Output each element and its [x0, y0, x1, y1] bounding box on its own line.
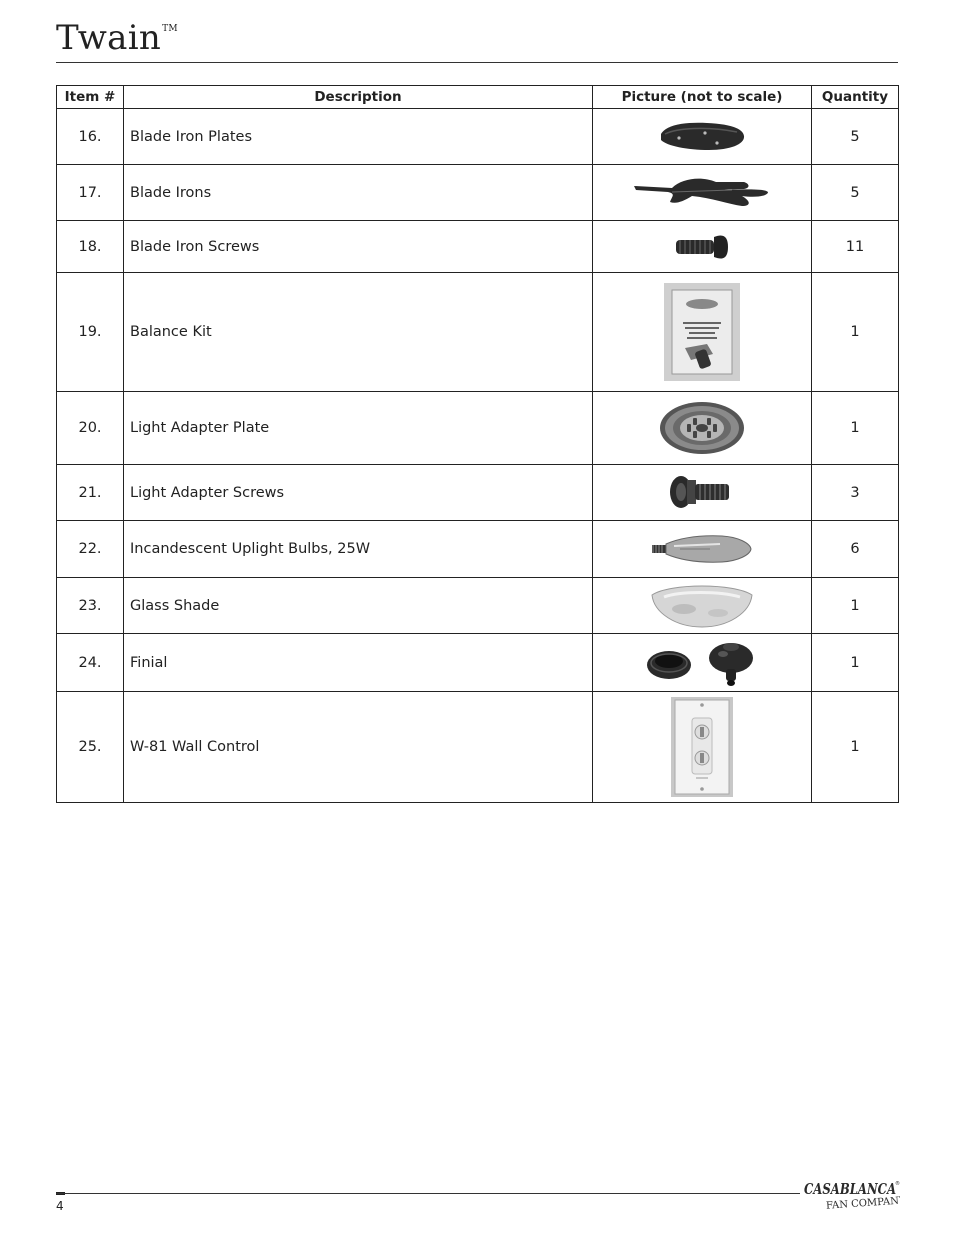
svg-text:CASABLANCA: CASABLANCA — [804, 1180, 896, 1198]
picture-cell — [593, 273, 812, 392]
table-row — [57, 634, 899, 692]
table-row — [57, 465, 899, 521]
finial-image — [645, 639, 759, 687]
item-description: Finial — [124, 634, 593, 692]
table-row — [57, 578, 899, 634]
item-description: Light Adapter Plate — [124, 392, 593, 465]
casablanca-logo — [802, 1177, 900, 1215]
column-header-quantity: Quantity — [812, 86, 899, 109]
parts-table — [56, 85, 899, 803]
item-quantity: 3 — [812, 465, 899, 521]
picture-cell — [593, 109, 812, 165]
document-title — [56, 18, 178, 58]
item-description: Incandescent Uplight Bulbs, 25W — [124, 521, 593, 578]
item-number: 16. — [57, 109, 124, 165]
item-description: Glass Shade — [124, 578, 593, 634]
item-description: Blade Irons — [124, 165, 593, 221]
balance-kit-image — [663, 282, 741, 382]
bulb-image — [650, 534, 754, 564]
item-quantity: 11 — [812, 221, 899, 273]
picture-cell — [593, 221, 812, 273]
item-number: 19. — [57, 273, 124, 392]
item-description: Blade Iron Plates — [124, 109, 593, 165]
table-row — [57, 109, 899, 165]
picture-cell — [593, 578, 812, 634]
item-number: 21. — [57, 465, 124, 521]
item-description: Blade Iron Screws — [124, 221, 593, 273]
picture-cell — [593, 465, 812, 521]
item-number: 22. — [57, 521, 124, 578]
table-row — [57, 165, 899, 221]
item-number: 24. — [57, 634, 124, 692]
item-description: W-81 Wall Control — [124, 692, 593, 803]
item-quantity: 6 — [812, 521, 899, 578]
item-number: 25. — [57, 692, 124, 803]
svg-text:®: ® — [895, 1181, 900, 1187]
item-description: Balance Kit — [124, 273, 593, 392]
column-header-picture: Picture (not to scale) — [593, 86, 812, 109]
item-quantity: 1 — [812, 392, 899, 465]
page-number: 4 — [56, 1199, 64, 1213]
item-number: 23. — [57, 578, 124, 634]
picture-cell — [593, 634, 812, 692]
column-header-item: Item # — [57, 86, 124, 109]
picture-cell — [593, 521, 812, 578]
item-quantity: 1 — [812, 634, 899, 692]
picture-cell — [593, 692, 812, 803]
item-description: Light Adapter Screws — [124, 465, 593, 521]
item-quantity: 1 — [812, 692, 899, 803]
column-header-description: Description — [124, 86, 593, 109]
title-text: Twain — [56, 18, 162, 58]
table-row — [57, 273, 899, 392]
item-number: 17. — [57, 165, 124, 221]
item-number: 18. — [57, 221, 124, 273]
table-row — [57, 221, 899, 273]
glass-shade-image — [650, 583, 754, 629]
header-rule — [56, 62, 898, 63]
footer-rule — [56, 1193, 800, 1194]
wall-control-image — [670, 696, 734, 798]
svg-text:FAN COMPANY: FAN COMPANY — [825, 1195, 900, 1211]
light-adapter-plate-image — [658, 400, 746, 456]
item-number: 20. — [57, 392, 124, 465]
table-row — [57, 392, 899, 465]
blade-iron-image — [632, 176, 772, 210]
item-quantity: 5 — [812, 165, 899, 221]
light-adapter-screw-image — [667, 470, 737, 516]
table-header-row — [57, 86, 899, 109]
picture-cell — [593, 165, 812, 221]
item-quantity: 5 — [812, 109, 899, 165]
table-row — [57, 692, 899, 803]
item-quantity: 1 — [812, 578, 899, 634]
blade-iron-screw-image — [672, 231, 732, 263]
picture-cell — [593, 392, 812, 465]
blade-iron-plate-image — [657, 120, 747, 154]
trademark-symbol: TM — [162, 24, 178, 34]
item-quantity: 1 — [812, 273, 899, 392]
table-row — [57, 521, 899, 578]
